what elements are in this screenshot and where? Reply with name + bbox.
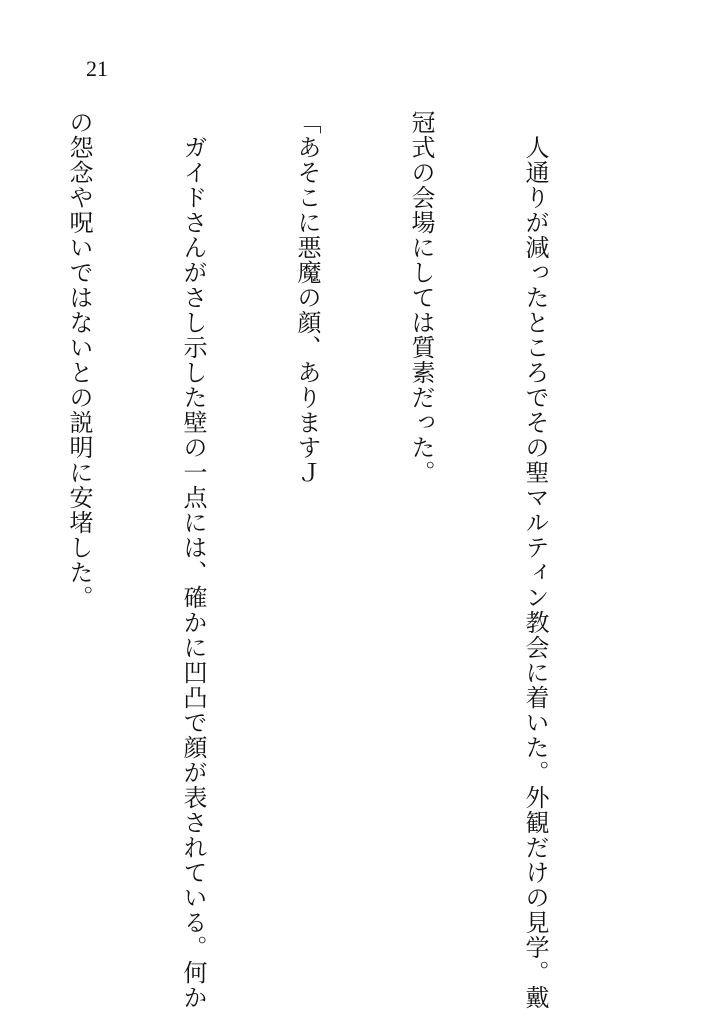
text-line: 冠式の会場にしては質素だった。: [407, 110, 435, 485]
body-text: [65, 110, 630, 1010]
text-line: ガイドさんがさし示した壁の一点には、確かに凹凸で顔が表されている。何か: [179, 110, 207, 1010]
text-line: の怨念や呪いではないとの説明に安堵した。: [65, 110, 93, 610]
page-number: 21: [86, 56, 108, 81]
text-line: 「あそこに悪魔の顔、ありますＪ: [293, 110, 321, 485]
text-line: 人通りが減ったところでその聖マルティン教会に着いた。外観だけの見学。戴: [521, 110, 549, 1010]
